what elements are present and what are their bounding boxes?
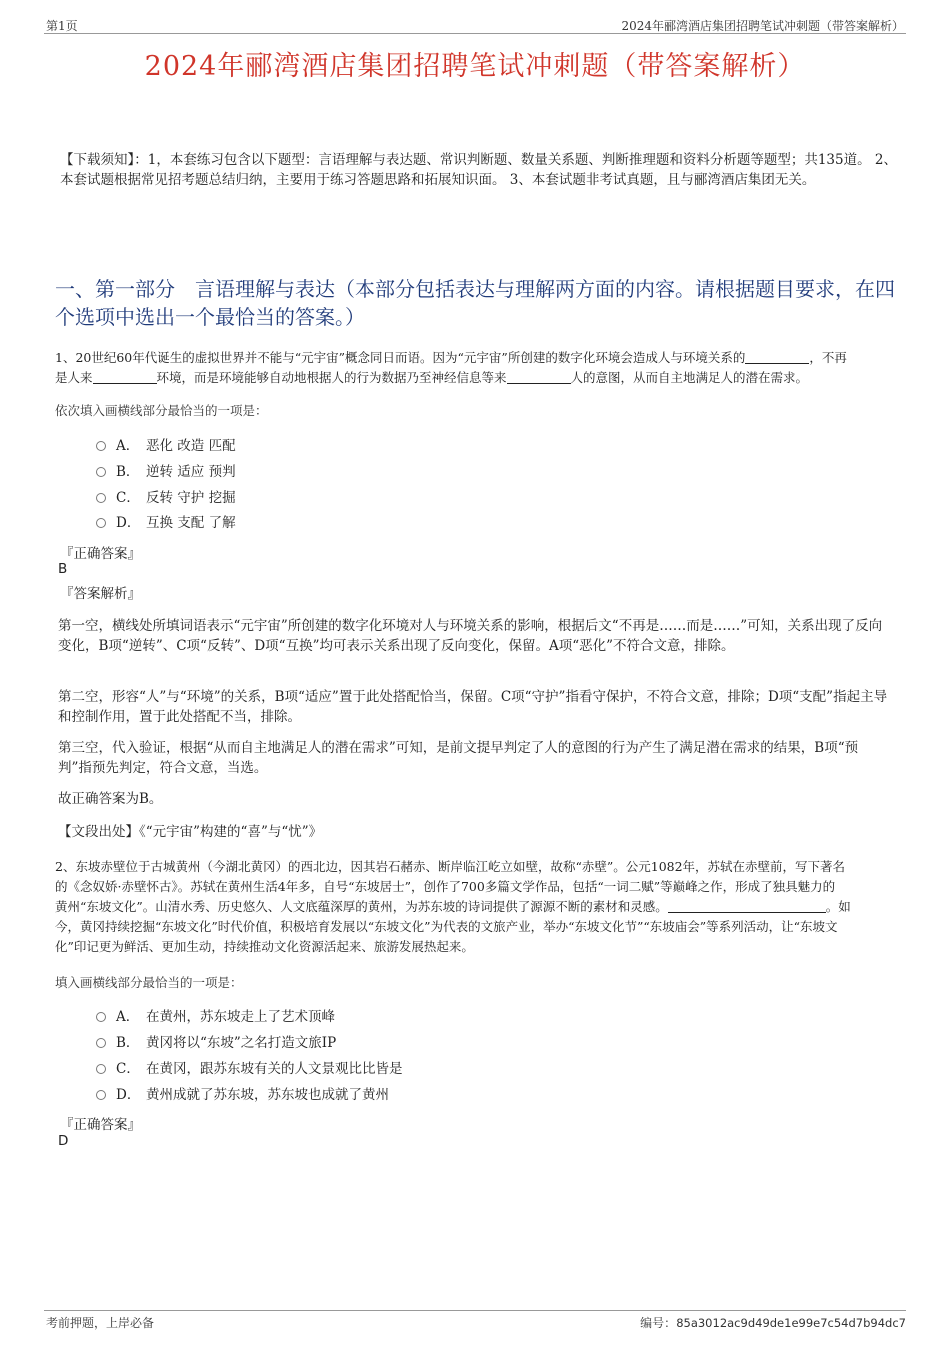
fill-blank: [93, 371, 157, 384]
q2-text-line: 。如: [825, 899, 851, 914]
option-letter: B．: [116, 1035, 140, 1051]
download-notice: 【下载须知】：1，本套练习包含以下题型：言语理解与表达题、常识判断题、数量关系题、判断推理题和资料分析题等题型；共135道。 2、本套试题根据常见招考题总结归纳，主要用于练习答题思路和拓展知识面。 3、本套试题非考试真题，且与郦湾酒店集团无关。: [60, 152, 897, 188]
option-letter: A．: [116, 438, 140, 454]
text-source: 【文段出处】《“元宇宙”构建的“喜”与“忧”》: [58, 824, 323, 840]
analysis-paragraph-2: 第二空，形容“人”与“环境”的关系，B项“适应”置于此处搭配恰当，保留。C项“守护”指看守保护，不符合文意，排除；D项“支配”指起主导和控制作用，置于此处搭配不当，排除。: [58, 689, 888, 725]
q1-option-c[interactable]: [96, 488, 236, 508]
q2-option-b[interactable]: [96, 1033, 336, 1053]
radio-icon[interactable]: [96, 441, 106, 451]
q1-text-part: 人的意图，从而自主地满足人的潜在需求。: [570, 370, 809, 385]
option-letter: D．: [116, 515, 141, 531]
option-letter: D．: [116, 1087, 141, 1103]
q1-text-part: 1、20世纪60年代诞生的虚拟世界并不能与“元宇宙”概念同日而语。因为“元宇宙”所创建的数字化环境会造成人与环境关系的: [55, 350, 746, 365]
question-2-prompt: 填入画横线部分最恰当的一项是：: [55, 975, 243, 990]
page-number: 第1页: [46, 19, 78, 33]
answer-value: D: [58, 1133, 69, 1149]
option-letter: A．: [116, 1009, 140, 1025]
option-text: 逆转 适应 预判: [146, 464, 236, 480]
q1-text-part: ，不再: [809, 350, 847, 365]
analysis-paragraph-1: 第一空，横线处所填词语表示“元宇宙”所创建的数字化环境对人与环境关系的影响，根据后文“不再是……而是……”可知，关系出现了反向变化，B项“逆转”、C项“反转”、D项“互换”均可表示关系出现了反向变化，保留。A项“恶化”不符合文意，排除。: [58, 618, 883, 654]
footer-divider: [44, 1310, 906, 1311]
footer-code: [640, 1314, 906, 1331]
question-1-text: [55, 348, 905, 388]
radio-icon[interactable]: [96, 1038, 106, 1048]
code-label: 编号：: [640, 1316, 677, 1330]
page-title: 2024年郦湾酒店集团招聘笔试冲刺题（带答案解析）: [144, 51, 806, 82]
q2-option-d[interactable]: [96, 1085, 389, 1105]
q2-option-a[interactable]: [96, 1007, 335, 1027]
analysis-conclusion: 故正确答案为B。: [58, 791, 163, 807]
answer-value: B: [58, 561, 68, 577]
answer-label: 『正确答案』: [60, 546, 141, 562]
footer-slogan: 考前押题，上岸必备: [46, 1316, 155, 1330]
fill-blank: [745, 351, 809, 364]
analysis-label: 『答案解析』: [60, 586, 141, 602]
option-text: 黄州成就了苏东坡，苏东坡也成就了黄州: [146, 1087, 389, 1103]
radio-icon[interactable]: [96, 518, 106, 528]
q1-text-part: 是人来: [55, 370, 93, 385]
section-title: 一、第一部分 言语理解与表达（本部分包括表达与理解两方面的内容。请根据题目要求，在四个选项中选出一个最恰当的答案。）: [55, 277, 895, 329]
radio-icon[interactable]: [96, 467, 106, 477]
answer-label: 『正确答案』: [60, 1117, 141, 1133]
q1-option-d[interactable]: [96, 513, 236, 533]
q2-text-line: 黄州“东坡文化”。山清水秀、历史悠久、人文底蕴深厚的黄州，为苏东坡的诗词提供了源源不断的素材和灵感。: [55, 899, 668, 914]
option-text: 反转 守护 挖掘: [146, 490, 236, 506]
fill-blank: [668, 900, 826, 913]
q2-option-c[interactable]: [96, 1059, 403, 1079]
q2-text-line: 化”印记更为鲜活、更加生动，持续推动文化资源活起来、旅游发展热起来。: [55, 939, 474, 954]
option-text: 黄冈将以“东坡”之名打造文旅IP: [146, 1035, 337, 1051]
option-letter: C．: [116, 1061, 140, 1077]
option-text: 在黄州，苏东坡走上了艺术顶峰: [146, 1009, 335, 1025]
code-value: 85a3012ac9d49de1e99e7c54d7b94dc7: [676, 1316, 906, 1330]
radio-icon[interactable]: [96, 1090, 106, 1100]
radio-icon[interactable]: [96, 1064, 106, 1074]
analysis-paragraph-3: 第三空，代入验证，根据“从而自主地满足人的潜在需求”可知，是前文提早判定了人的意图的行为产生了满足潜在需求的结果，B项“预判”指预先判定，符合文意，当选。: [58, 740, 859, 776]
header-divider: [44, 33, 906, 34]
option-letter: B．: [116, 464, 140, 480]
question-2-text: [55, 857, 905, 957]
option-text: 互换 支配 了解: [146, 515, 236, 531]
option-text: 在黄冈，跟苏东坡有关的人文景观比比皆是: [146, 1061, 403, 1077]
radio-icon[interactable]: [96, 493, 106, 503]
option-text: 恶化 改造 匹配: [146, 438, 236, 454]
q1-option-a[interactable]: [96, 436, 236, 456]
question-1-prompt: 依次填入画横线部分最恰当的一项是：: [55, 403, 268, 418]
fill-blank: [507, 371, 571, 384]
header-doc-title: 2024年郦湾酒店集团招聘笔试冲刺题（带答案解析）: [621, 19, 904, 33]
q1-text-part: 环境，而是环境能够自动地根据人的行为数据乃至神经信息等来: [156, 370, 507, 385]
q2-text-line: 今，黄冈持续挖掘“东坡文化”时代价值，积极培育发展以“东坡文化”为代表的文旅产业，举办“东坡文化节”“东坡庙会”等系列活动，让“东坡文: [55, 919, 838, 934]
radio-icon[interactable]: [96, 1012, 106, 1022]
option-letter: C．: [116, 490, 140, 506]
q2-text-line: 2、东坡赤壁位于古城黄州（今湖北黄冈）的西北边，因其岩石赭赤、断岸临江屹立如壁，故称“赤壁”。公元1082年，苏轼在赤壁前，写下著名: [55, 859, 846, 874]
q2-text-line: 的《念奴娇·赤壁怀古》。苏轼在黄州生活4年多，自号“东坡居士”，创作了700多篇文学作品，包括“一词二赋”等巅峰之作，形成了独具魅力的: [55, 879, 836, 894]
q1-option-b[interactable]: [96, 462, 236, 482]
